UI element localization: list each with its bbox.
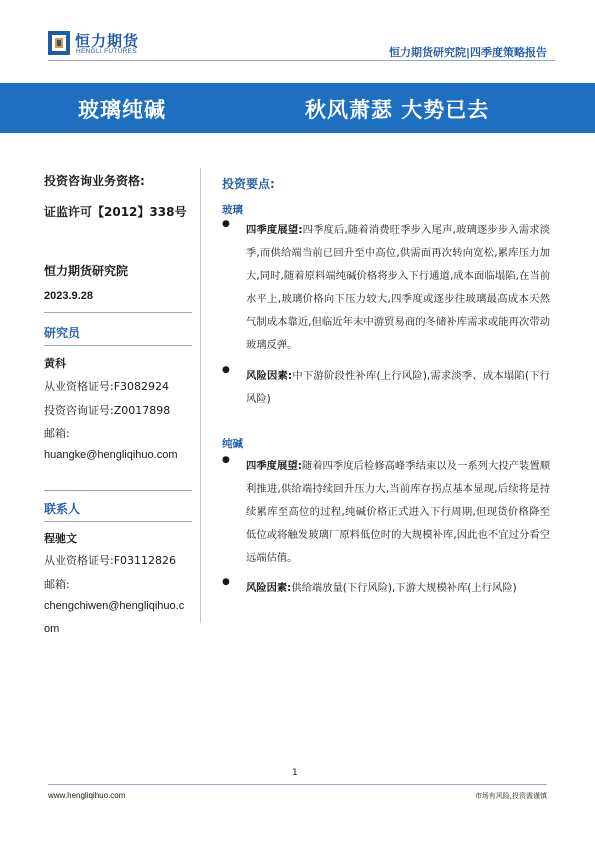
soda-risk-item [222, 577, 550, 600]
logo-english-name: HENGLI FUTURES [76, 48, 137, 55]
header-divider [48, 60, 555, 61]
soda-risk-paragraph [222, 577, 550, 600]
soda-outlook-paragraph [222, 455, 550, 570]
contact-email[interactable]: chengchiwen@hengliqihuo.c [44, 600, 185, 612]
researcher-name: 黄科 [44, 357, 66, 370]
researcher-cert: 从业资格证号:F3082924 [44, 380, 170, 393]
institute-name: 恒力期货研究院 [44, 264, 129, 278]
page-number: 1 [292, 768, 298, 778]
sidebar-divider [44, 345, 192, 346]
researcher-email-label: 邮箱: [44, 427, 70, 440]
license-number: 证监许可【2012】338号 [44, 205, 187, 219]
glass-heading: 玻璃 [222, 204, 243, 216]
glass-risk-text: 中下游阶段性补库(上行风险),需求淡季、成本塌陷(下行风险) [246, 370, 550, 405]
glass-risk-label: 风险因素: [246, 370, 293, 382]
column-divider [200, 168, 201, 623]
contact-cert: 从业资格证号:F03112826 [44, 554, 177, 567]
researcher-email[interactable]: huangke@hengliqihuo.com [44, 449, 178, 461]
glass-outlook-label: 四季度展望: [246, 224, 303, 236]
glass-outlook-paragraph [222, 219, 550, 357]
contact-email-label: 邮箱: [44, 578, 70, 591]
soda-heading: 纯碱 [222, 438, 243, 450]
sidebar-divider [44, 312, 192, 313]
company-logo [48, 30, 168, 58]
soda-outlook-item [222, 455, 550, 570]
key-points-title: 投资要点: [222, 177, 275, 191]
report-tag: 恒力期货研究院|四季度策略报告 [388, 46, 547, 59]
contact-heading: 联系人 [44, 502, 81, 516]
banner-headline: 秋风萧瑟 大势已去 [305, 98, 490, 122]
glass-outlook-item [222, 219, 550, 357]
logo-chinese-name: 恒力期货 [75, 32, 140, 50]
sidebar-divider [44, 521, 192, 522]
report-date: 2023.9.28 [44, 290, 93, 302]
soda-outlook-text: 随着四季度后检修高峰季结束以及一系列大投产装置顺利推进,供给端持续回升压力大,当前库存拐点基本显现,后续将是持续累库至高位的过程,纯碱价格正式进入下行周期,但现货价格降至低位或将触发玻璃厂原料低位时的大规模补库,因此也不宜过分看空远端估值。 [246, 460, 550, 564]
footer-divider [48, 784, 547, 785]
footer-website[interactable]: www.hengliqihuo.com [48, 791, 126, 800]
soda-risk-text: 供给端放量(下行风险),下游大规模补库(上行风险) [291, 582, 517, 594]
footer-disclaimer: 市场有风险,投资需谨慎 [474, 792, 547, 800]
bullet-icon: ● [222, 219, 230, 229]
bullet-icon: ● [222, 365, 230, 375]
bullet-icon: ● [222, 577, 230, 587]
logo-mark-icon [48, 31, 70, 55]
bullet-icon: ● [222, 455, 230, 465]
qualification-label: 投资咨询业务资格: [44, 174, 145, 188]
soda-risk-label: 风险因素: [246, 582, 292, 594]
researcher-advisor-cert: 投资咨询证号:Z0017898 [44, 404, 171, 417]
contact-email-continued[interactable]: om [44, 623, 60, 635]
sidebar-divider [44, 490, 192, 491]
glass-risk-paragraph [222, 365, 550, 411]
contact-name: 程驰文 [44, 532, 77, 545]
banner-topic-title: 玻璃纯碱 [78, 98, 166, 122]
soda-outlook-label: 四季度展望: [246, 460, 302, 472]
glass-outlook-text: 四季度后,随着消费旺季步入尾声,玻璃逐步步入需求淡季,而供给端当前已回升至中高位,供需面再次转向宽松,累库压力加大,同时,随着原料端纯碱价格将步入下行通道,成本面临塌陷,在当前水平上,玻璃价格向下压力较大,四季度或逐步往玻璃最高成本天然气制成本靠近,但临近年末中游贸易商的冬储补库需求或能再次带动玻璃反弹。 [246, 224, 551, 351]
researcher-heading: 研究员 [44, 326, 81, 340]
glass-risk-item [222, 365, 550, 411]
